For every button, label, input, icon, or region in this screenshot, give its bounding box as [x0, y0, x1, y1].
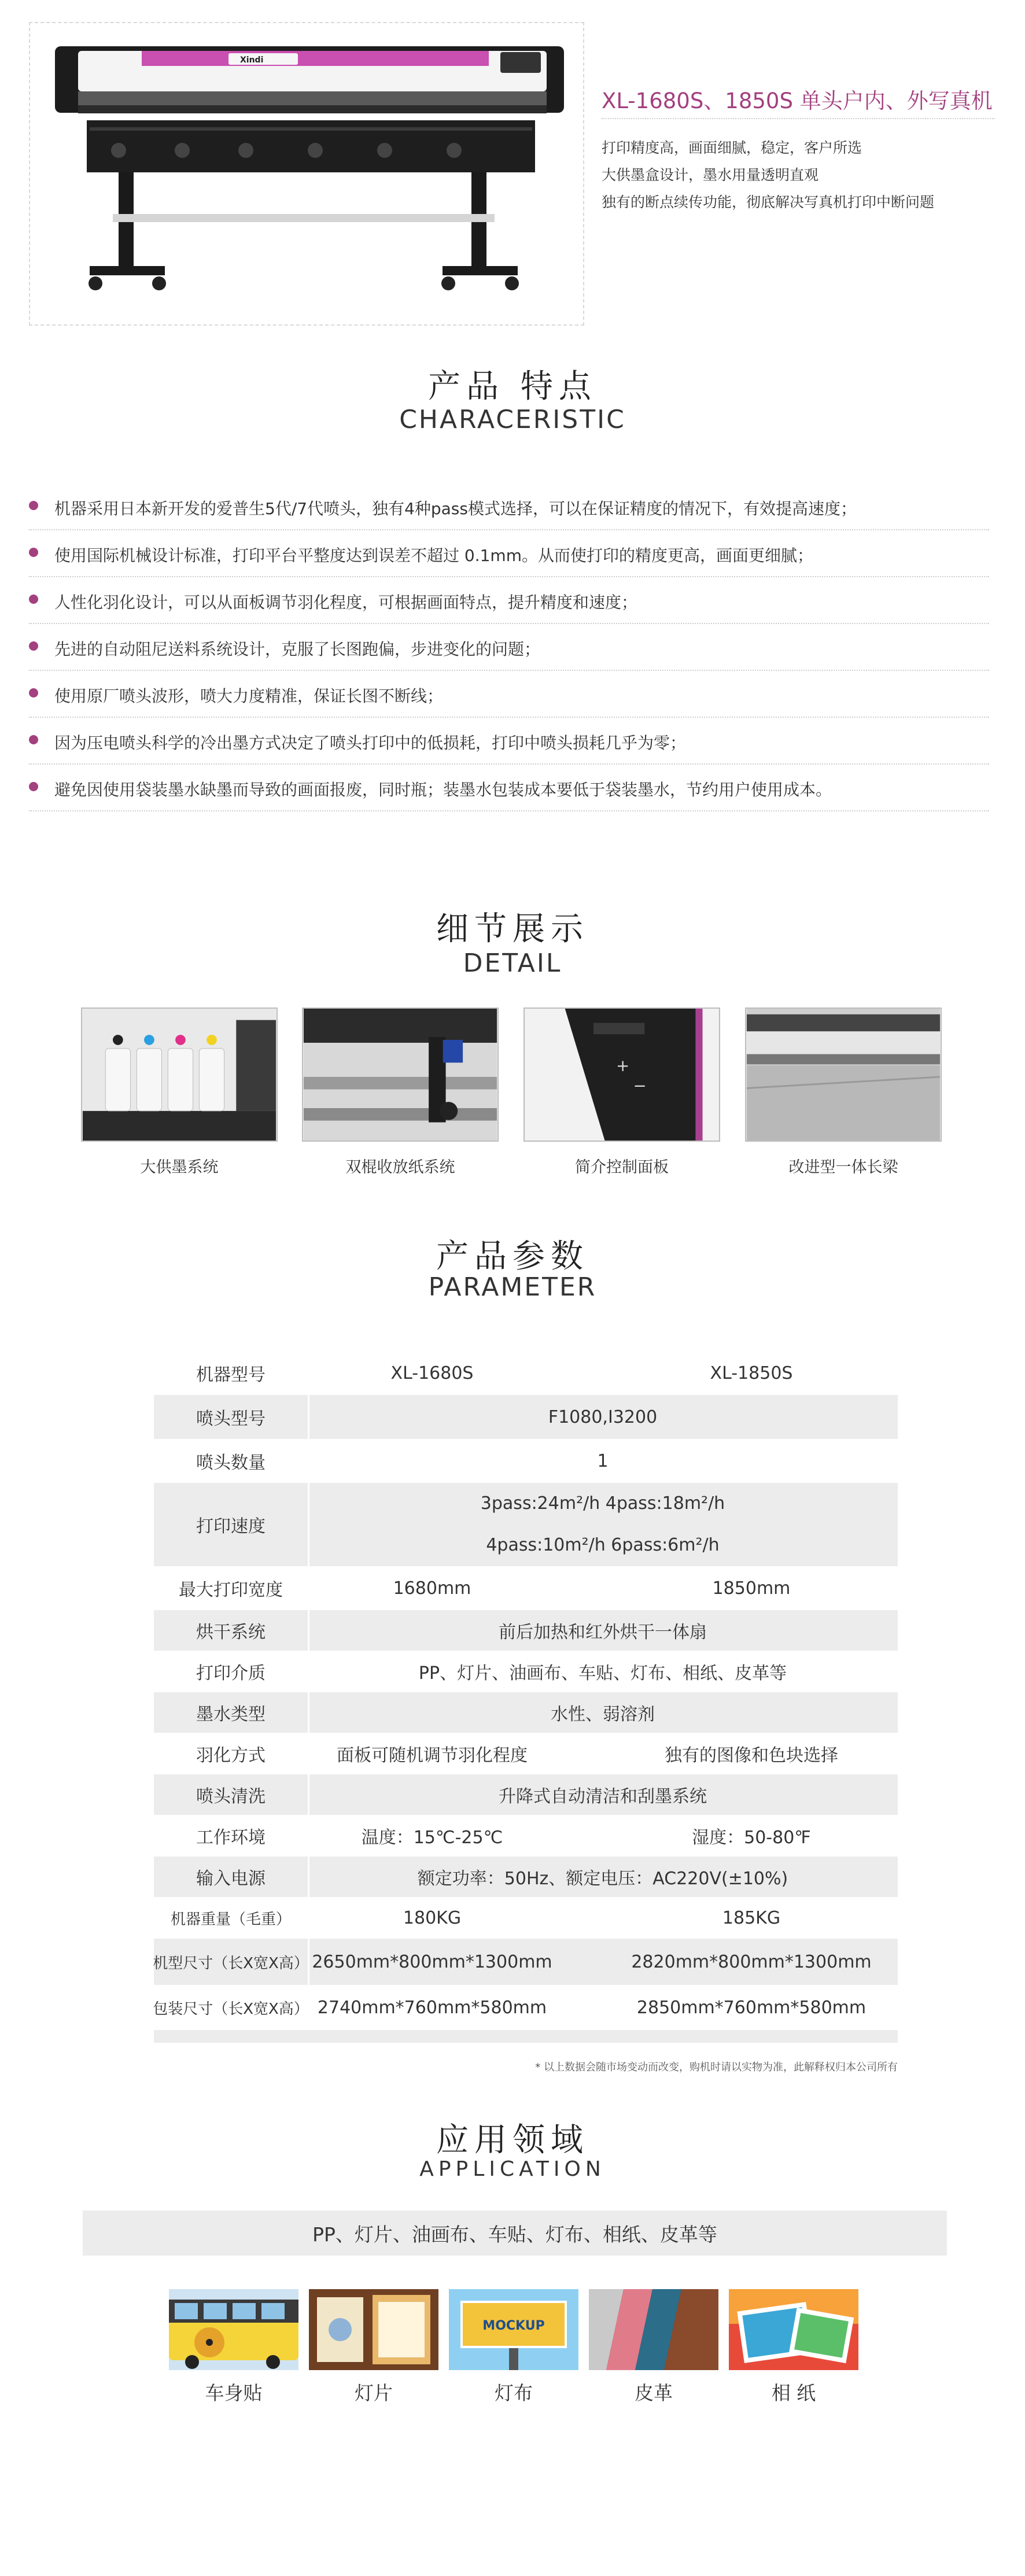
parameter-title-cn: 产品参数 [436, 1238, 589, 1275]
feature-text: 人性化羽化设计，可以从面板调节羽化程度，可根据画面特点，提升精度和速度； [54, 593, 638, 612]
param-value: 1 [597, 1451, 609, 1471]
param-label: 喷头数量 [196, 1453, 266, 1473]
param-value [308, 1483, 898, 1566]
feature-item [29, 530, 989, 577]
bullet-icon [29, 641, 38, 651]
hero-feature-list [602, 134, 934, 216]
speed-line: 3pass:24m²/h 4pass:18m²/h [480, 1493, 725, 1514]
billboard-text: MOCKUP [482, 2319, 545, 2333]
roller-photo [302, 1007, 499, 1142]
param-value: 180KG [403, 1907, 462, 1928]
param-label: 喷头清洗 [196, 1787, 266, 1807]
application-caption: 灯布 [495, 2382, 533, 2404]
param-label: 打印速度 [196, 1516, 266, 1537]
param-label: 机器型号 [196, 1365, 266, 1385]
table-header-row [154, 1351, 898, 1395]
bullet-icon [29, 501, 38, 510]
application-caption: 车身贴 [205, 2382, 263, 2404]
table-row [154, 1651, 898, 1692]
ink-supply-photo [81, 1007, 278, 1142]
feature-list [29, 484, 989, 811]
param-label: 打印介质 [196, 1663, 266, 1684]
bus-wrap-photo [169, 2289, 298, 2370]
param-value: 前后加热和红外烘干一体扇 [499, 1622, 707, 1643]
param-value: 1850mm [712, 1578, 791, 1599]
param-label: 机型尺寸（长X宽X高） [153, 1954, 309, 1972]
hero-feature: 打印精度高，画面细腻，稳定，客户所选 [602, 139, 862, 156]
feature-text: 因为压电喷头科学的冷出墨方式决定了喷头打印中的低损耗，打印中喷头损耗几乎为零； [54, 733, 687, 752]
param-value: XL-1680S [390, 1363, 474, 1383]
application-caption: 相 纸 [771, 2382, 816, 2404]
table-row [154, 1733, 898, 1774]
feature-text: 机器采用日本新开发的爱普生5代/7代喷头，独有4种pass模式选择，可以在保证精度的情况下，有效提高速度； [54, 499, 857, 518]
param-value: F1080,I3200 [548, 1407, 658, 1427]
hero-feature: 大供墨盒设计，墨水用量透明直观 [602, 167, 819, 183]
feature-item [29, 718, 989, 765]
control-panel-photo [523, 1007, 720, 1142]
features-title-cn: 产品 特点 [428, 368, 597, 405]
hero-divider [602, 118, 995, 119]
param-label: 羽化方式 [196, 1745, 266, 1766]
application-title-en: APPLICATION [419, 2157, 606, 2181]
svg-text:−: − [633, 1076, 647, 1095]
bullet-icon [29, 688, 38, 697]
param-value: 升降式自动清洁和刮墨系统 [499, 1787, 707, 1807]
feature-text: 避免因使用袋装墨水缺墨而导致的画面报废，同时瓶；装墨水包装成本要低于袋装墨水，节约用户使用成本。 [54, 780, 832, 799]
table-row [154, 1897, 898, 1939]
application-caption: 灯片 [355, 2382, 393, 2404]
feature-text: 使用原厂喷头波形，喷大力度精准，保证长图不断线； [54, 687, 444, 706]
hero-feature: 独有的断点续传功能，彻底解决写真机打印中断问题 [602, 194, 935, 211]
param-value: 独有的图像和色块选择 [665, 1745, 838, 1766]
svg-text:+: + [616, 1057, 630, 1076]
param-value: 185KG [722, 1907, 781, 1928]
bullet-icon [29, 735, 38, 744]
parameter-table [154, 1351, 898, 2043]
param-label: 输入电源 [196, 1869, 266, 1889]
feature-item [29, 577, 989, 624]
param-label: 机器重量（毛重） [170, 1910, 291, 1928]
param-value: 额定功率：50Hz、额定电压：AC220V(±10%) [417, 1869, 788, 1889]
application-caption: 皮革 [635, 2382, 673, 2404]
param-label: 最大打印宽度 [179, 1580, 283, 1600]
brand-logo: Xindi [240, 56, 264, 65]
table-row [154, 1610, 898, 1651]
feature-item [29, 671, 989, 718]
feature-item [29, 624, 989, 671]
parameter-note: * 以上数据会随市场变动而改变，购机时请以实物为准，此解释权归本公司所有 [535, 2061, 898, 2073]
detail-caption: 大供墨系统 [140, 1158, 219, 1176]
leather-photo [589, 2289, 718, 2370]
table-footer-stripe [154, 2030, 898, 2043]
bullet-icon [29, 548, 38, 557]
lightbox-photo [309, 2289, 438, 2370]
param-value: 2740mm*760mm*580mm [317, 1997, 547, 2018]
param-value: 温度：15℃-25℃ [361, 1828, 503, 1848]
media-bar: PP、灯片、油画布、车贴、灯布、相纸、皮革等 [83, 2210, 947, 2256]
param-value: 面板可随机调节羽化程度 [337, 1745, 528, 1766]
feature-item [29, 765, 989, 811]
param-value: XL-1850S [710, 1363, 793, 1383]
table-row [154, 1566, 898, 1610]
speed-line: 4pass:10m²/h 6pass:6m²/h [486, 1535, 720, 1555]
param-label: 工作环境 [196, 1828, 266, 1848]
feature-text: 先进的自动阻尼送料系统设计，克服了长图跑偏，步进变化的问题； [54, 640, 541, 659]
parameter-title-en: PARAMETER [428, 1272, 597, 1302]
param-value: 2850mm*760mm*580mm [636, 1997, 867, 2018]
printer-image [55, 40, 564, 295]
detail-title-en: DETAIL [463, 949, 562, 978]
detail-title-cn: 细节展示 [436, 910, 589, 948]
table-row [154, 1815, 898, 1857]
bullet-icon [29, 595, 38, 604]
table-row [154, 1395, 898, 1439]
param-label: 喷头型号 [196, 1409, 266, 1429]
param-value: 2650mm*800mm*1300mm [312, 1951, 552, 1972]
table-row [154, 1483, 898, 1566]
billboard-photo [449, 2289, 578, 2370]
table-row [154, 1774, 898, 1815]
table-row [154, 1692, 898, 1733]
param-value: PP、灯片、油画布、车贴、灯布、相纸、皮革等 [418, 1663, 787, 1684]
hero-title: XL-1680S、1850S 单头户内、外写真机 [602, 88, 993, 113]
detail-caption: 简介控制面板 [575, 1158, 669, 1176]
param-value: 2820mm*800mm*1300mm [631, 1951, 872, 1972]
beam-photo [745, 1007, 942, 1142]
param-value: 湿度：50-80℉ [692, 1828, 811, 1848]
param-label: 墨水类型 [196, 1704, 266, 1725]
feature-text: 使用国际机械设计标准，打印平台平整度达到误差不超过 0.1mm。从而使打印的精度更高，画面更细腻； [54, 546, 813, 565]
detail-caption: 双棍收放纸系统 [345, 1158, 455, 1176]
bullet-icon [29, 782, 38, 791]
param-label: 烘干系统 [196, 1622, 266, 1643]
table-row [154, 1857, 898, 1897]
feature-item [29, 484, 989, 530]
features-title-en: CHARACERISTIC [399, 405, 626, 434]
table-row [154, 1985, 898, 2030]
table-row [154, 1939, 898, 1985]
param-value: 1680mm [393, 1578, 471, 1599]
param-value: 水性、弱溶剂 [551, 1704, 655, 1725]
param-label: 包装尺寸（长X宽X高） [153, 2000, 309, 2018]
photo-paper-photo [729, 2289, 858, 2370]
application-title-cn: 应用领域 [436, 2121, 589, 2159]
table-row [154, 1439, 898, 1483]
detail-caption: 改进型一体长梁 [788, 1158, 898, 1176]
